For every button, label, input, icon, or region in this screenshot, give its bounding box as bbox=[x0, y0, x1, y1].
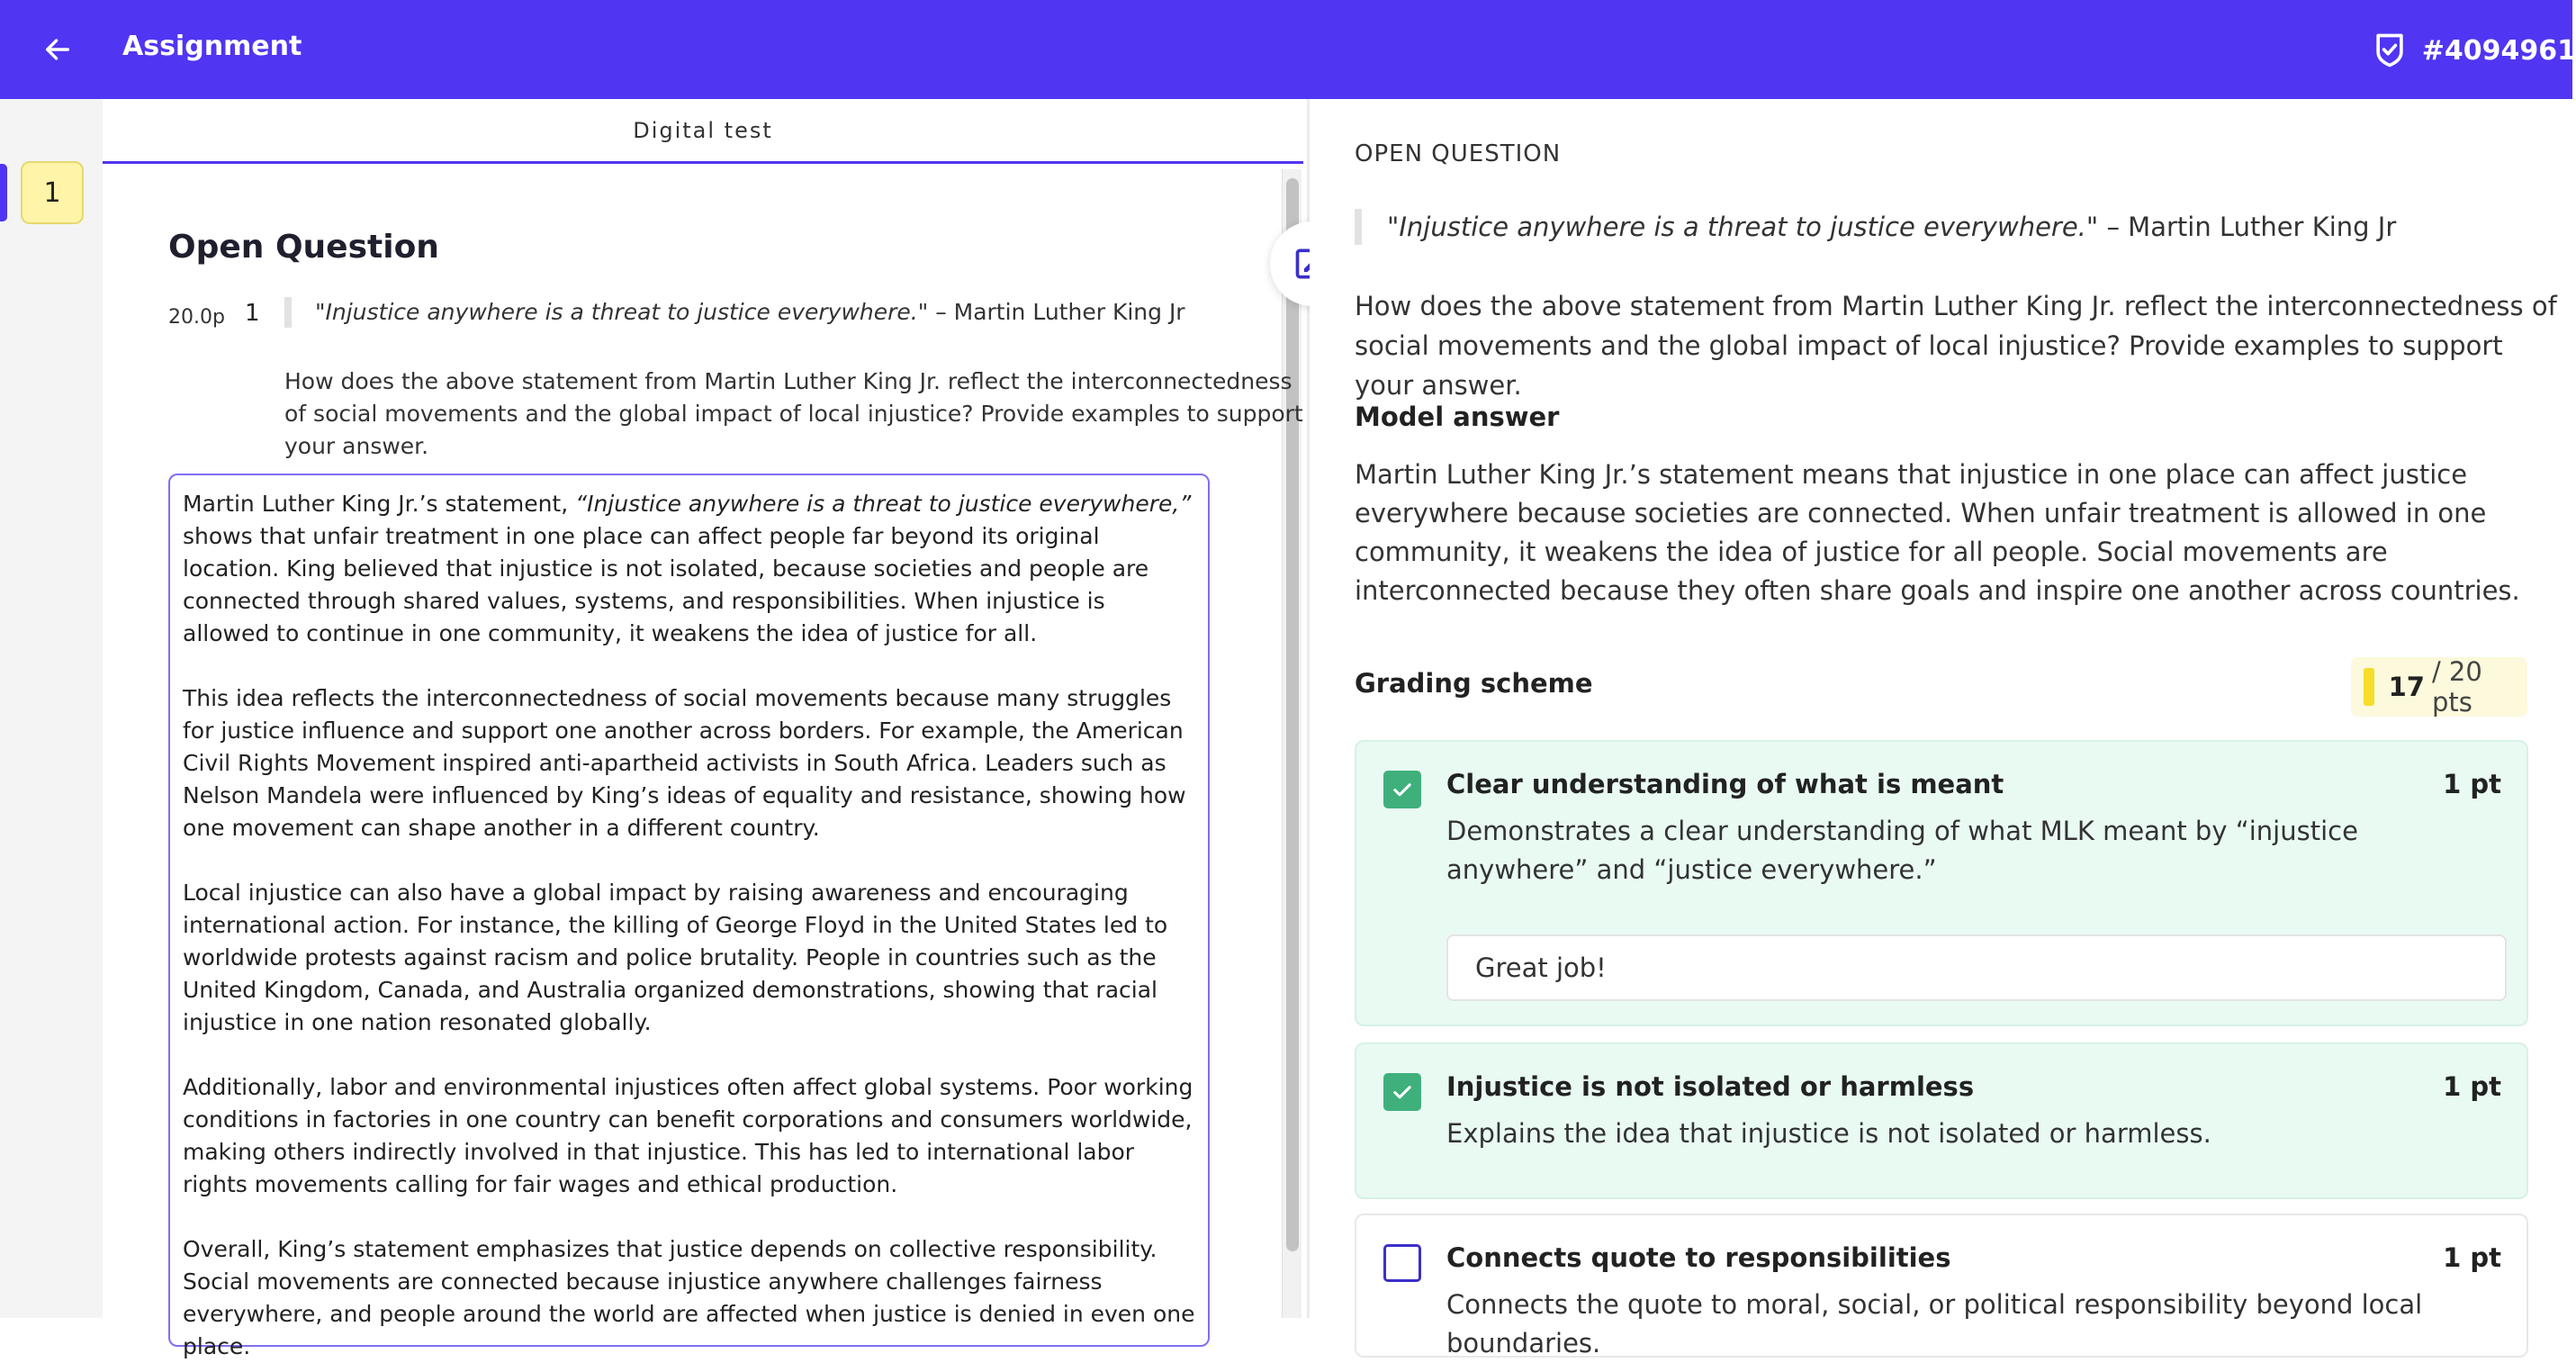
question-quote bbox=[284, 297, 1185, 328]
criterion-description: Demonstrates a clear understanding of what MLK meant by “injustice anywhere” and “justice everywhere.” bbox=[1446, 816, 2358, 885]
question-type-label: OPEN QUESTION bbox=[1355, 140, 1562, 167]
criterion-points: 1 pt bbox=[2443, 769, 2501, 799]
answer-paragraph: Local injustice can also have a global impact by raising awareness and encouraging international action. For instance, the killing of George Floyd in the United States led to worldwide protests against racism and police brutality. People in countries such as the United Kingdom, Canada, and Australia organized demonstrations, showing that racial injustice in one nation resonated globally. bbox=[183, 880, 1168, 1035]
grading-scheme-heading: Grading scheme bbox=[1355, 668, 1593, 699]
criterion-points: 1 pt bbox=[2443, 1071, 2501, 1102]
score-earned: 17 bbox=[2388, 672, 2425, 702]
criterion-title: Connects quote to responsibilities bbox=[1446, 1242, 1951, 1273]
shield-check-icon bbox=[2370, 31, 2409, 70]
quote-attribution: – Martin Luther King Jr bbox=[928, 299, 1185, 325]
answer-paragraph: This idea reflects the interconnectedness of social movements because many struggles for justice influence and support one another across borders. For example, the American Civil Rights Movement inspired anti-apartheid activists in South Africa. Leaders such as Nelson Mandela were influenced by King’s ideas of equality and resistance, showing how one movement can shape another in a different country. bbox=[183, 685, 1186, 841]
top-bar bbox=[0, 0, 2576, 99]
criterion-description: Explains the idea that injustice is not isolated or harmless. bbox=[1446, 1118, 2211, 1149]
quote-text: "Injustice anywhere is a threat to justice everywhere." bbox=[1387, 212, 2099, 242]
answer-paragraph: Martin Luther King Jr.’s statement, “Injustice anywhere is a threat to justice everywhere,” shows that unfair treatment in one place can affect people far beyond its original location. King believed that injustice is not isolated, because societies and people are connected through shared values, systems, and responsibilities. When injustice is allowed to continue in one community, it weakens the idea of justice for all. bbox=[183, 491, 1192, 646]
score-total: / 20 pts bbox=[2431, 656, 2482, 718]
grading-prompt: How does the above statement from Martin Luther King Jr. reflect the interconnectedness of social movements and the global impact of local injustice? Provide examples to support your answer. bbox=[1355, 291, 2557, 401]
assignment-id: #4094961 bbox=[2421, 34, 2576, 67]
question-points: 20.0p bbox=[168, 306, 225, 329]
scrollbar-thumb[interactable] bbox=[1286, 178, 1299, 1251]
criterion-description: Connects the quote to moral, social, or political responsibility beyond local boundaries. bbox=[1446, 1289, 2423, 1358]
criterion-card bbox=[1355, 1214, 2528, 1358]
check-icon bbox=[1390, 777, 1415, 802]
criterion-checkbox[interactable] bbox=[1383, 1244, 1421, 1282]
answer-paragraph: Overall, King’s statement emphasizes that justice depends on collective responsibility. Social movements are connected because injustice anywhere challenges fairness everywhere, and people around the world are affected when justice is denied in even one place. bbox=[183, 1236, 1195, 1359]
grading-quote bbox=[1355, 209, 2396, 245]
tab-digital-test[interactable]: Digital test bbox=[103, 99, 1303, 164]
criterion-card bbox=[1355, 1043, 2528, 1199]
quote-attribution: – Martin Luther King Jr bbox=[2098, 212, 2397, 242]
criterion-points: 1 pt bbox=[2443, 1242, 2501, 1273]
criterion-card bbox=[1355, 740, 2528, 1026]
model-answer-heading: Model answer bbox=[1355, 402, 1560, 432]
grading-pane bbox=[1310, 99, 2572, 1358]
score-accent-bar bbox=[2364, 668, 2374, 706]
answer-scrollbar[interactable] bbox=[1282, 169, 1302, 1318]
page-title: Assignment bbox=[122, 31, 302, 62]
question-rail bbox=[0, 99, 103, 1318]
question-nav-item-1[interactable]: 1 bbox=[21, 161, 84, 224]
question-prompt: How does the above statement from Martin Luther King Jr. reflect the interconnectedness of social movements and the global impact of local injustice? Provide examples to support your answer. bbox=[284, 368, 1303, 459]
assignment-id-badge bbox=[2370, 25, 2576, 76]
check-icon bbox=[1390, 1079, 1415, 1105]
quote-text: "Injustice anywhere is a threat to justice everywhere." bbox=[315, 299, 929, 325]
section-title: Open Question bbox=[168, 229, 439, 266]
criterion-checkbox[interactable] bbox=[1383, 771, 1421, 808]
model-answer-text: Martin Luther King Jr.’s statement means that injustice in one place can affect justice everywhere because societies are connected. When unfair treatment is allowed in one community, it weakens the idea of justice for all people. Social movements are interconnected because they often share goals and inspire one another across countries. bbox=[1355, 459, 2520, 606]
criterion-title: Clear understanding of what is meant bbox=[1446, 769, 2004, 799]
student-answer-text[interactable] bbox=[168, 474, 1210, 1359]
arrow-left-icon bbox=[42, 34, 73, 65]
criterion-title: Injustice is not isolated or harmless bbox=[1446, 1071, 1975, 1102]
question-number: 1 bbox=[245, 300, 260, 327]
active-question-marker bbox=[0, 164, 7, 221]
criterion-feedback-field[interactable]: Great job! bbox=[1446, 934, 2507, 1001]
student-answer-pane bbox=[103, 99, 1303, 1359]
criterion-checkbox[interactable] bbox=[1383, 1073, 1421, 1111]
score-badge bbox=[2351, 657, 2527, 717]
back-button[interactable] bbox=[32, 24, 83, 75]
answer-paragraph: Additionally, labor and environmental injustices often affect global systems. Poor working conditions in factories in one country can benefit corporations and consumers worldwide, making others indirectly involved in that injustice. This has led to international labor rights movements calling for fair wages and ethical production. bbox=[183, 1074, 1193, 1197]
